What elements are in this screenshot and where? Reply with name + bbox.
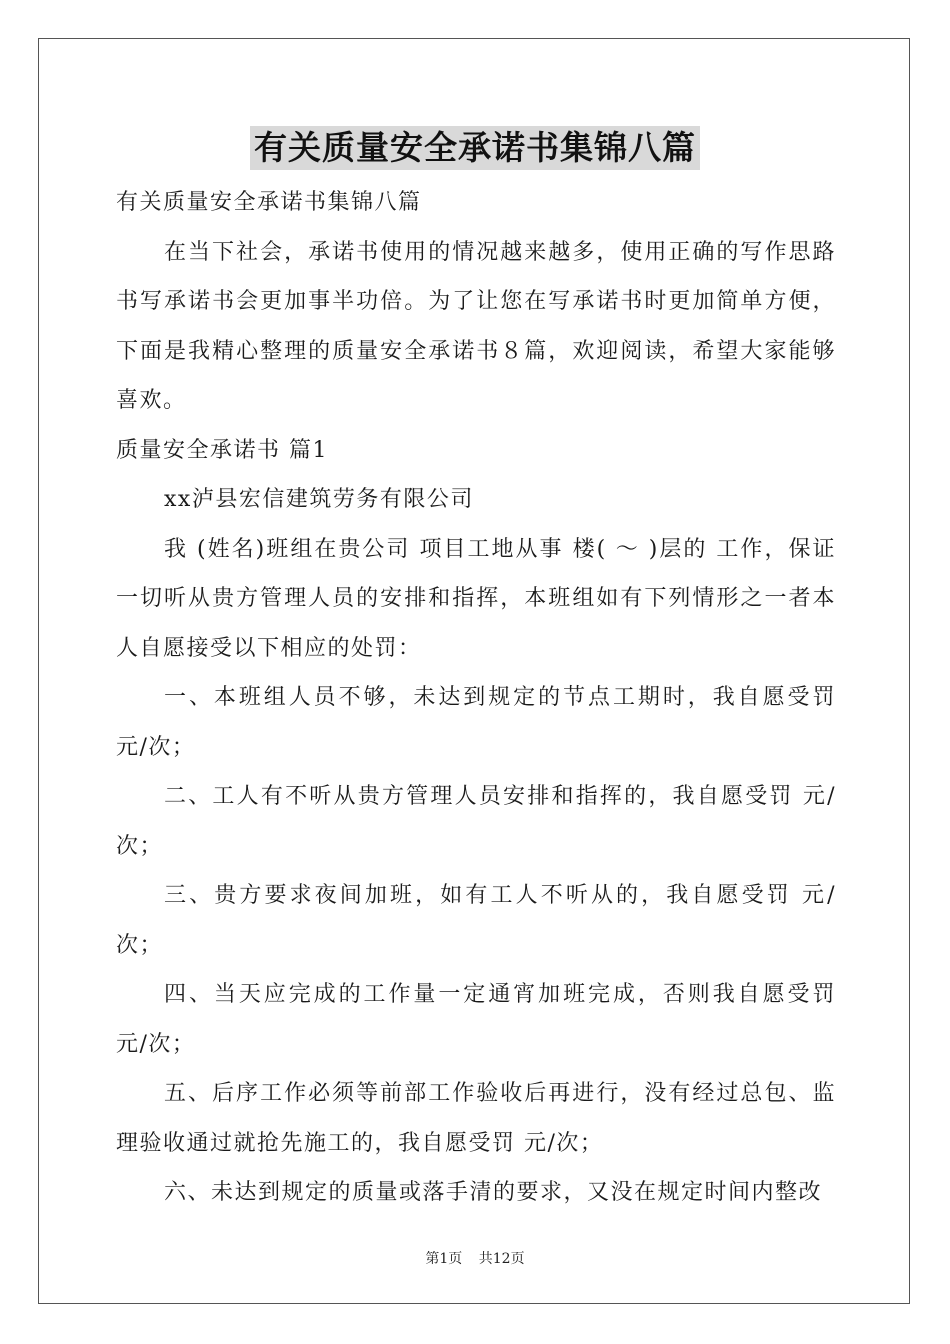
paragraph: 质量安全承诺书 篇1 <box>116 437 328 463</box>
paragraph: 四、当天应完成的工作量一定通宵加班完成，否则我自愿受罚 元/次； <box>116 982 836 1057</box>
title-container <box>0 126 950 170</box>
paragraph: 六、未达到规定的质量或落手清的要求，又没在规定时间内整改 <box>164 1180 823 1205</box>
paragraph: 三、贵方要求夜间加班，如有工人不听从的，我自愿受罚 元/次； <box>116 883 836 958</box>
paragraph: 我 (姓名)班组在贵公司 项目工地从事 楼( ～ )层的 工作，保证一切听从贵方管理人员的安排和指挥，本班组如有下列情形之一者本人自愿接受以下相应的处罚： <box>116 536 836 661</box>
page-total: 共12页 <box>478 1251 525 1267</box>
document-body <box>116 178 836 1218</box>
paragraph: 一、本班组人员不够，未达到规定的节点工期时，我自愿受罚 元/次； <box>116 685 836 760</box>
page-number: 第1页 <box>425 1251 463 1267</box>
paragraph: 有关质量安全承诺书集锦八篇 <box>116 190 422 215</box>
page-footer <box>0 1248 950 1268</box>
paragraph: xx泸县宏信建筑劳务有限公司 <box>164 487 474 512</box>
paragraph: 五、后序工作必须等前部工作验收后再进行，没有经过总包、监理验收通过就抢先施工的，我自愿受罚 元/次； <box>116 1081 836 1156</box>
paragraph: 在当下社会，承诺书使用的情况越来越多，使用正确的写作思路书写承诺书会更加事半功倍。为了让您在写承诺书时更加简单方便，下面是我精心整理的质量安全承诺书８篇，欢迎阅读，希望大家能够喜欢。 <box>116 239 836 413</box>
paragraph: 二、工人有不听从贵方管理人员安排和指挥的，我自愿受罚 元/次； <box>116 784 836 859</box>
document-title: 有关质量安全承诺书集锦八篇 <box>250 126 700 170</box>
